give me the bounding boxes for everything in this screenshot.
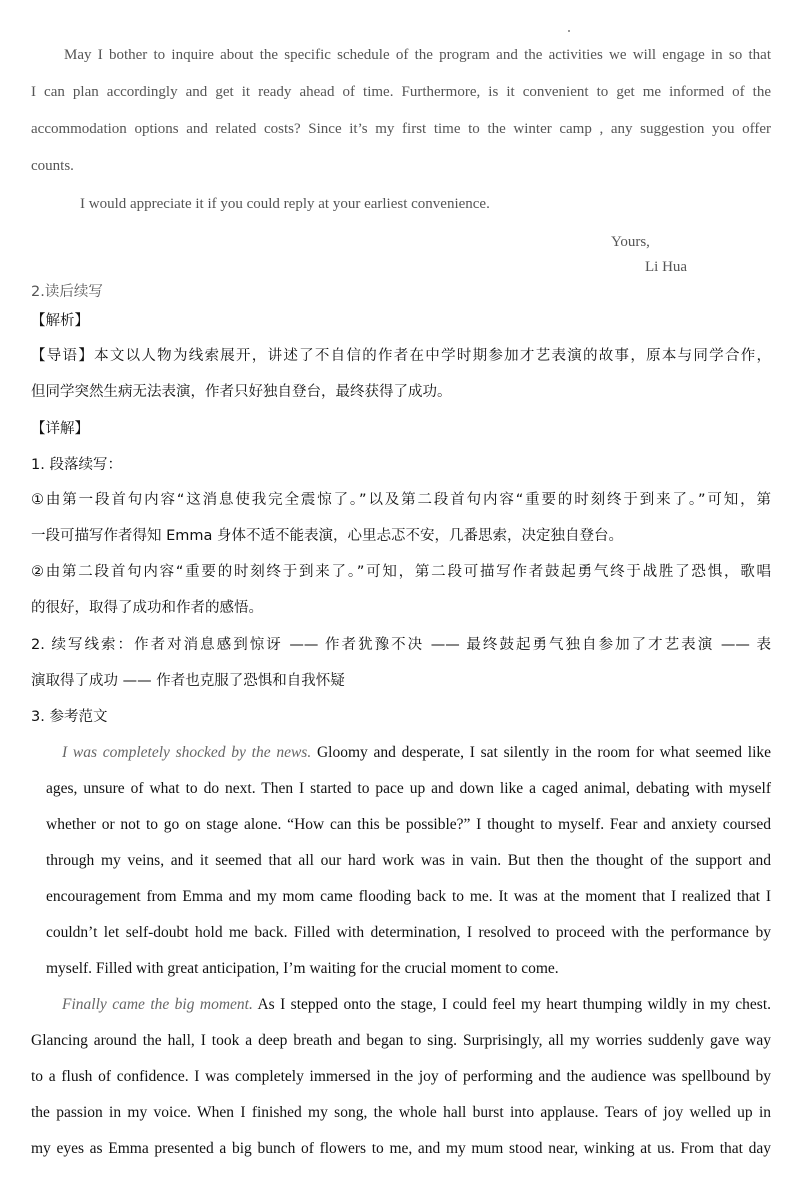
essay-p1-line1-text: Gloomy and desperate, I sat silently in the room for what seemed like (311, 744, 772, 761)
item3-title: 3. 参考范文 (31, 709, 108, 725)
letter-p1-line1: May I bother to inquire about the specific schedule of the program and the activities we will engage in so that (64, 47, 771, 63)
letter-p1-line3: accommodation options and related costs? Since it’s my first time to the winter camp , any suggestion you offer (31, 121, 771, 137)
intro-line2: 但同学突然生病无法表演，作者只好独自登台，最终获得了成功。 (31, 384, 452, 400)
item1b-line1: ②由第二段首句内容“重要的时刻终于到来了。”可知，第二段可描写作者鼓起勇气终于战胜了恐惧，歌唱 (31, 564, 771, 580)
analysis-label: 【解析】 (31, 313, 89, 329)
letter-p2: I would appreciate it if you could reply at your earliest convenience. (80, 196, 490, 212)
item1a-line2: 一段可描写作者得知 Emma 身体不适不能表演，心里忐忑不安，几番思索，决定独自登台。 (31, 528, 624, 544)
item1b-line2: 的很好，取得了成功和作者的感悟。 (31, 600, 263, 616)
essay-p2-lead: Finally came the big moment. (62, 996, 253, 1013)
essay-p1-line3: whether or not to go on stage alone. “How can this be possible?” I thought to myself. Fear and anxiety coursed (46, 816, 771, 833)
item2-line1: 2. 续写线索：作者对消息感到惊讶 —— 作者犹豫不决 —— 最终鼓起勇气独自参加了才艺表演 —— 表 (31, 637, 771, 653)
essay-p1-line7: myself. Filled with great anticipation, I’m waiting for the crucial moment to come. (46, 960, 559, 977)
item1a-line1: ①由第一段首句内容“这消息使我完全震惊了。”以及第二段首句内容“重要的时刻终于到来了。”可知，第 (31, 492, 771, 508)
essay-p2-line3: to a flush of confidence. I was completely immersed in the joy of performing and the audience was spellbound by (31, 1068, 771, 1085)
essay-p2-line5: my eyes as Emma presented a big bunch of flowers to me, and my mum stood near, winking at us. From that day (31, 1140, 771, 1157)
item1-title: 1. 段落续写： (31, 457, 122, 473)
essay-p1-line6: couldn’t let self-doubt hold me back. Filled with determination, I resolved to proceed with the performance by (46, 924, 771, 941)
letter-p1-line2: I can plan accordingly and get it ready ahead of time. Furthermore, is it convenient to get me informed of the (31, 84, 771, 100)
item2-line2: 演取得了成功 —— 作者也克服了恐惧和自我怀疑 (31, 673, 345, 689)
essay-p2-line1 (62, 997, 771, 1013)
essay-p2-line1-text: As I stepped onto the stage, I could feel my heart thumping wildly in my chest. (252, 996, 771, 1013)
letter-signature: Li Hua (645, 259, 688, 275)
essay-p1-lead: I was completely shocked by the news. (62, 744, 312, 761)
detail-label: 【详解】 (31, 421, 89, 437)
essay-p1-line4: through my veins, and it seemed that all our hard work was in vain. But then the thought of the support and (46, 852, 771, 869)
section-heading: 2.读后续写 (31, 284, 103, 300)
essay-p1-line2: ages, unsure of what to do next. Then I started to pace up and down like a caged animal, debating with myself (46, 780, 771, 797)
essay-p1-line5: encouragement from Emma and my mom came flooding back to me. It was at the moment that I realized that I (46, 888, 771, 905)
scan-speck (568, 30, 570, 32)
letter-p1-line4: counts. (31, 158, 74, 174)
essay-p2-line4: the passion in my voice. When I finished my song, the whole hall burst into applause. Tears of joy welled up in (31, 1104, 771, 1121)
essay-p2-line2: Glancing around the hall, I took a deep breath and began to sing. Surprisingly, all my worries suddenly gave way (31, 1032, 771, 1049)
letter-closing: Yours, (611, 234, 650, 250)
intro-line1: 【导语】本文以人物为线索展开，讲述了不自信的作者在中学时期参加才艺表演的故事，原本与同学合作， (31, 348, 771, 364)
essay-p1-line1 (62, 745, 771, 761)
